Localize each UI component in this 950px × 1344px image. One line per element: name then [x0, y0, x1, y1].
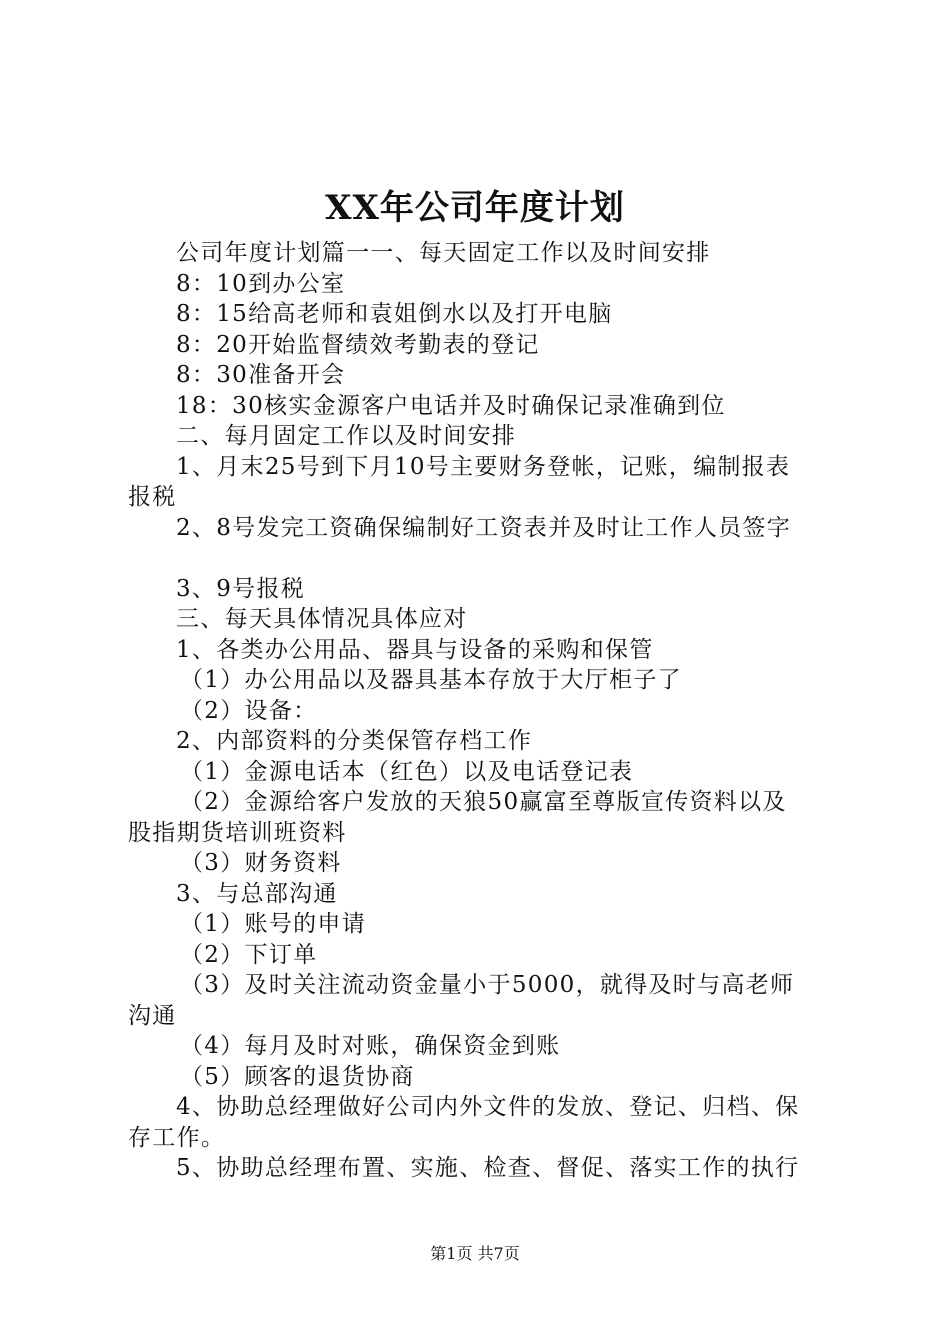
- body-line: （1）账号的申请: [180, 911, 367, 937]
- document-title: XX年公司年度计划: [325, 188, 625, 228]
- body-line: （2）设备：: [180, 697, 318, 724]
- body-line: （1）金源电话本（红色）以及电话登记表: [180, 758, 634, 785]
- page-footer-indicator: 第1页 共7页: [430, 1244, 520, 1263]
- body-line: 1、月末25号到下月10号主要财务登帐，记账，编制报表: [176, 453, 791, 480]
- body-line: 1、各类办公用品、器具与设备的采购和保管: [176, 636, 654, 663]
- body-line: 4、协助总经理做好公司内外文件的发放、登记、归档、保: [176, 1094, 800, 1120]
- body-line: （3）财务资料: [180, 850, 342, 876]
- body-line: （3）及时关注流动资金量小于5000，就得及时与高老师: [180, 972, 795, 998]
- body-line: 8：20开始监督绩效考勤表的登记: [176, 331, 540, 358]
- body-line: 存工作。: [128, 1124, 226, 1151]
- body-line: 沟通: [128, 1002, 177, 1029]
- body-line: 报税: [128, 484, 177, 510]
- body-line: 8：10到办公室: [176, 270, 346, 297]
- body-line: 18：30核实金源客户电话并及时确保记录准确到位: [176, 392, 726, 419]
- body-line: 二、每月固定工作以及时间安排: [176, 423, 517, 449]
- body-line: （2）金源给客户发放的天狼50赢富至尊版宣传资料以及: [180, 789, 787, 815]
- paragraph-gap: [128, 543, 830, 574]
- body-line: 股指期货培训班资料: [128, 819, 347, 846]
- body-line: （1）办公用品以及器具基本存放于大厅柜子了: [180, 667, 682, 693]
- body-line: （4）每月及时对账，确保资金到账: [180, 1033, 561, 1059]
- body-line: 8：15给高老师和袁姐倒水以及打开电脑: [176, 301, 613, 327]
- body-line: 3、与总部沟通: [176, 880, 338, 907]
- body-line: 8：30准备开会: [176, 362, 346, 388]
- body-line: 公司年度计划篇一一、每天固定工作以及时间安排: [176, 240, 711, 266]
- body-line: （5）顾客的退货协商: [180, 1063, 415, 1090]
- body-line: （2）下订单: [180, 941, 318, 968]
- body-line: 3、9号报税: [176, 575, 306, 602]
- body-line: 三、每天具体情况具体应对: [176, 606, 468, 632]
- body-line: 5、协助总经理布置、实施、检查、督促、落实工作的执行: [176, 1155, 800, 1181]
- document-body: [128, 238, 830, 1184]
- body-line: 2、内部资料的分类保管存档工作: [176, 728, 533, 754]
- body-line: 2、8号发完工资确保编制好工资表并及时让工作人员签字: [176, 514, 792, 541]
